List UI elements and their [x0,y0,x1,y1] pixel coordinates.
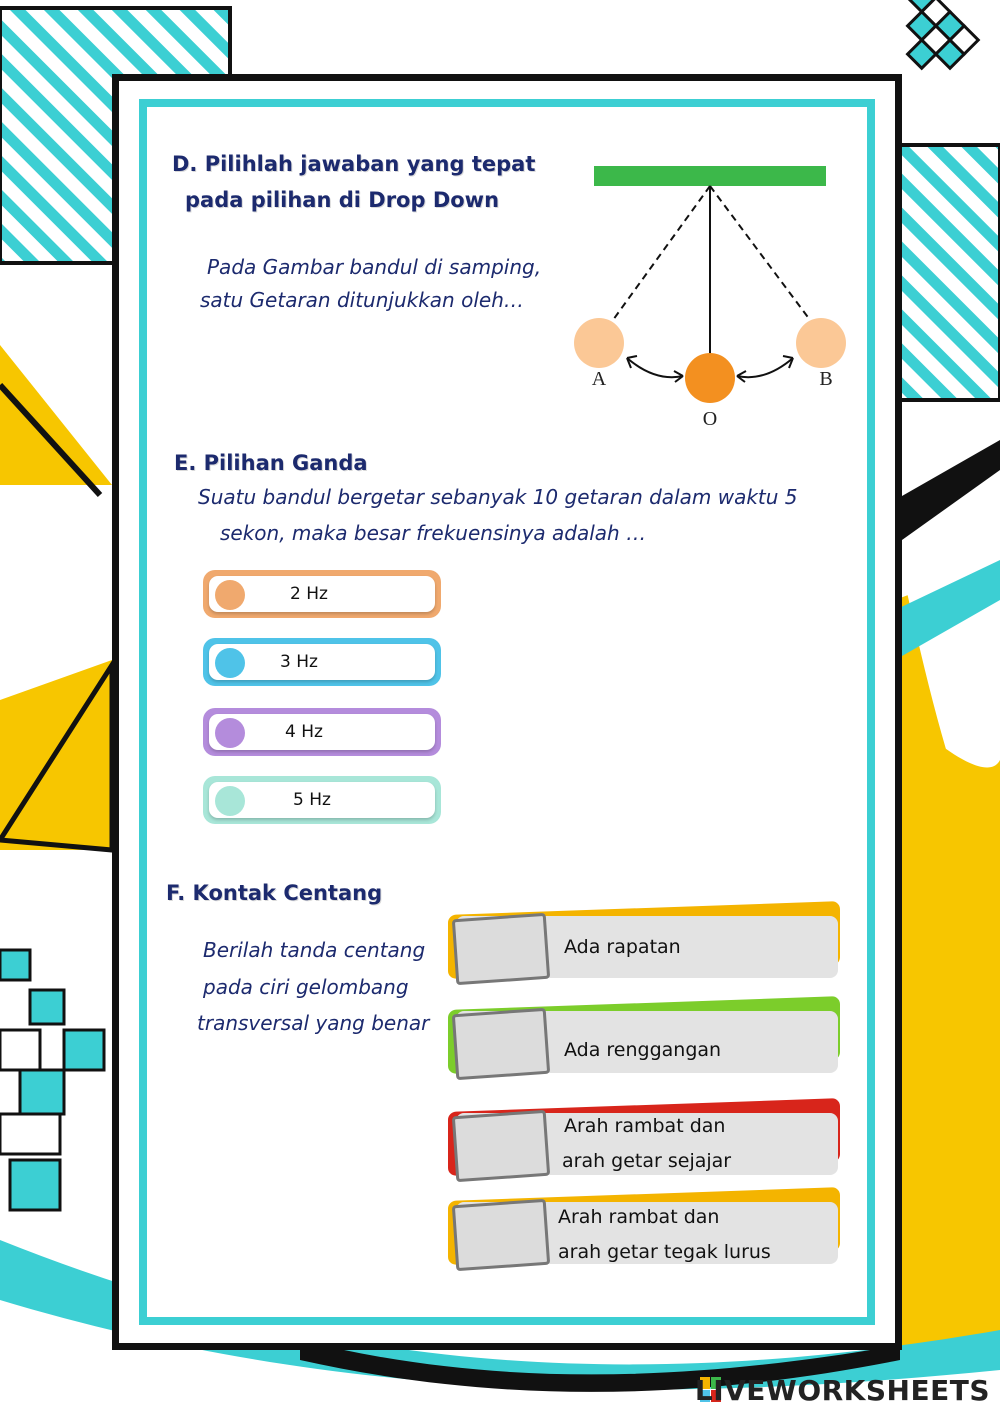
section-d-heading-line2: pada pilihan di Drop Down [185,188,500,212]
section-f-instruction-line2: pada ciri gelombang [203,975,409,999]
label-b: B [819,368,833,390]
option-radio-icon[interactable] [215,786,245,816]
option-label: 4 Hz [285,722,323,742]
section-d-question-line2: satu Getaran ditunjukkan oleh… [200,288,524,312]
section-d-heading-line1: D. Pilihlah jawaban yang tepat [172,152,536,176]
pendulum-bob-a [574,318,624,368]
pendulum-bob-o [685,353,735,403]
checkbox-box[interactable] [452,913,550,985]
pendulum-bob-b [796,318,846,368]
checkbox-choice-tegak-lurus[interactable] [448,1194,844,1264]
arrow-o-b [737,358,793,377]
option-3hz[interactable] [203,638,441,686]
liveworksheets-watermark: LIVEWORKSHEETS [694,1374,990,1407]
checkbox-box[interactable] [452,1008,550,1080]
pendulum-string-right [710,186,810,320]
label-o: O [702,408,718,430]
section-e-question-line2: sekon, maka besar frekuensinya adalah … [220,521,647,545]
choice-label-line1: Arah rambat dan [558,1206,720,1228]
checkbox-choice-ada-renggangan[interactable] [448,1003,844,1073]
choice-label-line2: arah getar tegak lurus [558,1241,771,1263]
arrow-a-o [627,358,683,377]
section-e-heading: E. Pilihan Ganda [174,451,368,475]
checkbox-box[interactable] [452,1110,550,1182]
option-4hz[interactable] [203,708,441,756]
choice-label: Ada renggangan [564,1039,722,1061]
section-f-instruction-line3: transversal yang benar [197,1011,430,1035]
option-label: 5 Hz [293,790,331,810]
choice-label-line2: arah getar sejajar [562,1150,732,1172]
checkbox-choice-ada-rapatan[interactable] [448,908,844,978]
section-e-question-line1: Suatu bandul bergetar sebanyak 10 getaran dalam waktu 5 [198,485,798,509]
option-radio-icon[interactable] [215,718,245,748]
option-radio-icon[interactable] [215,648,245,678]
option-radio-icon[interactable] [215,580,245,610]
option-5hz[interactable] [203,776,441,824]
option-label: 3 Hz [280,652,318,672]
option-2hz[interactable] [203,570,441,618]
option-label: 2 Hz [290,584,328,604]
pendulum-diagram [565,160,855,435]
checkbox-box[interactable] [452,1199,550,1271]
section-f-instruction-line1: Berilah tanda centang [203,938,426,962]
section-f-heading: F. Kontak Centang [166,881,383,905]
choice-label-line1: Arah rambat dan [564,1115,726,1137]
pendulum-string-left [613,186,710,320]
label-a: A [591,368,607,390]
checkbox-choice-sejajar[interactable] [448,1105,844,1175]
pendulum-support-bar [594,166,826,186]
section-d-question-line1: Pada Gambar bandul di samping, [207,255,542,279]
choice-label: Ada rapatan [564,936,681,958]
